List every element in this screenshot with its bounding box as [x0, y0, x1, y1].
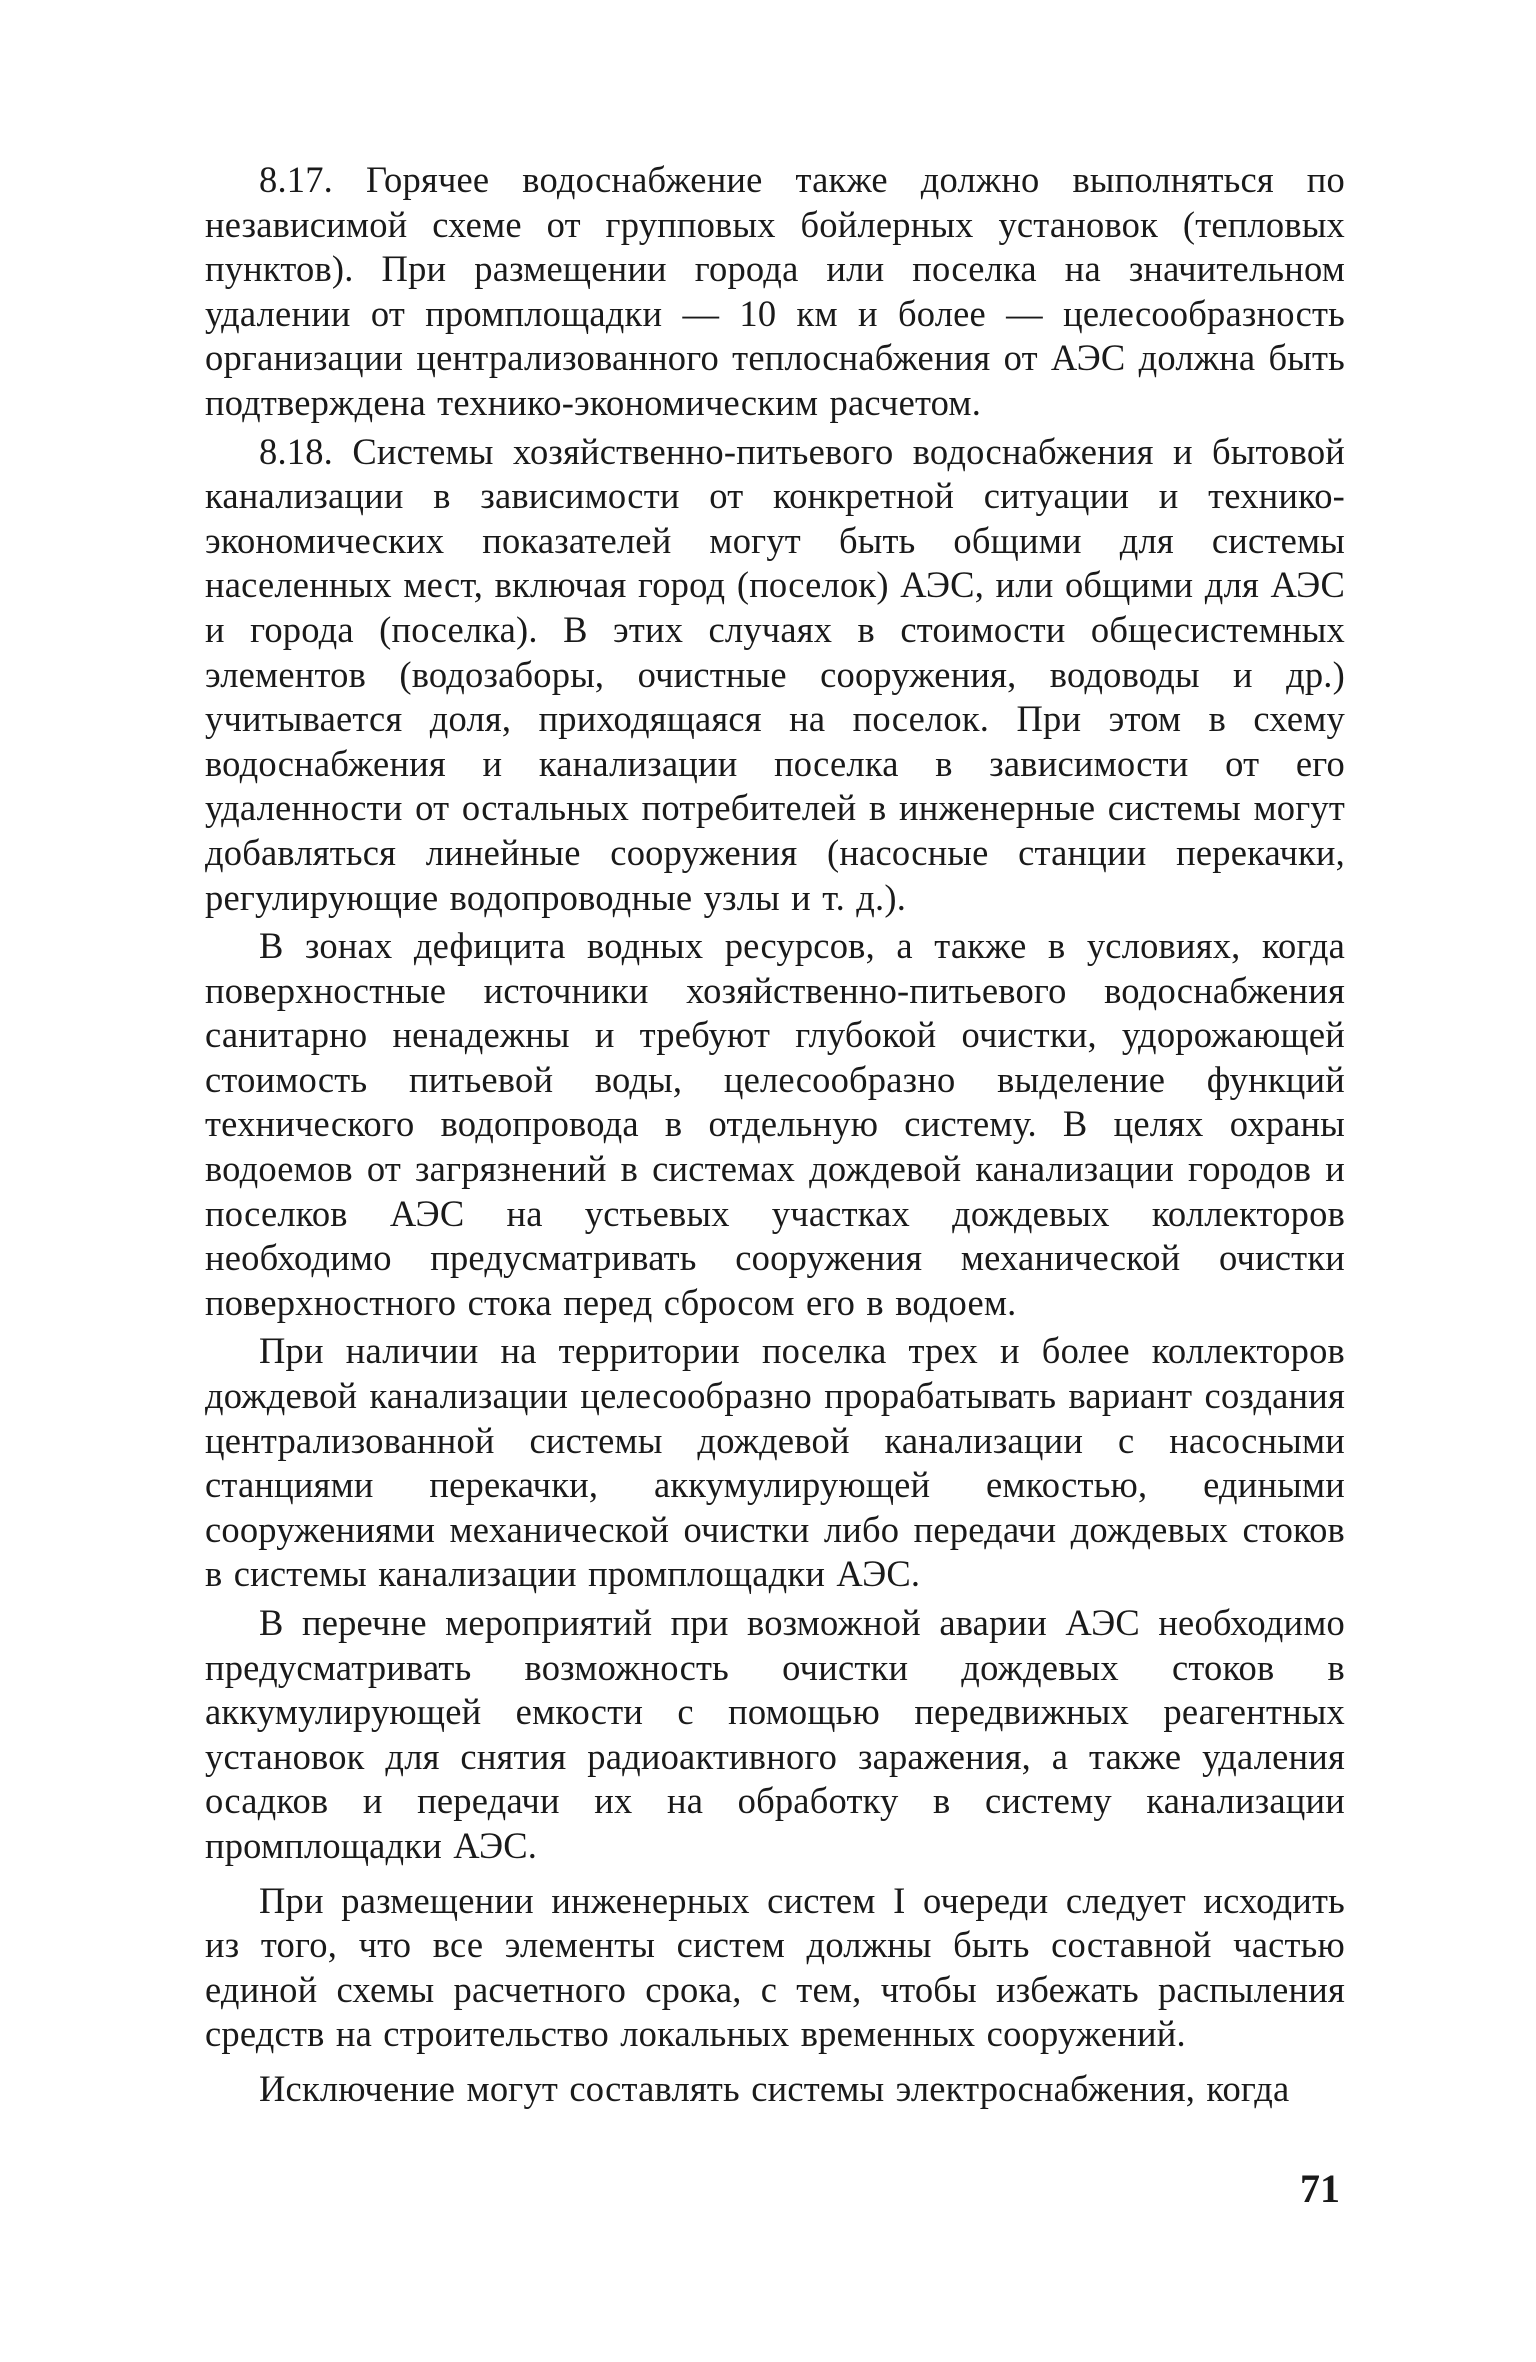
paragraph-8-17: 8.17. Горячее водоснабжение также должно выполняться по независимой схеме от групповых бойлерных установок (тепловых пунктов). При размещении города или поселка на значительном удалении от промплощадки — 10 км и более — целесообразность организации централизованного теплоснабжения от АЭС должна быть подтверждена технико-экономическим расчетом.	[205, 159, 1345, 423]
paragraph-exception: Исключение могут составлять системы электроснабжения, когда	[259, 2067, 1290, 2109]
paragraph-accident-measures: В перечне мероприятий при возможной аварии АЭС необходимо предусматривать возможность очистки дождевых стоков в аккумулирующей емкости с помощью передвижных реагентных установок для снятия радиоактивного заражения, а также удаления осадков и передачи их на обработку в систему канализации промплощадки АЭС.	[205, 1602, 1345, 1866]
paragraph-first-stage: При размещении инженерных систем I очереди следует исходить из того, что все элементы систем должны быть составной частью единой схемы расчетного срока, с тем, чтобы избежать распыления средств на строительство локальных временных сооружений.	[205, 1879, 1345, 2055]
page-body	[205, 158, 1345, 2112]
paragraph-water-deficit: В зонах дефицита водных ресурсов, а также в условиях, когда поверхностные источники хозяйственно-питьевого водоснабжения санитарно ненадежны и требуют глубокой очистки, удорожающей стоимость питьевой воды, целесообразно выделение функций технического водопровода в отдельную систему. В целях охраны водоемов от загрязнений в системах дождевой канализации городов и поселков АЭС на устьевых участках дождевых коллекторов необходимо предусматривать сооружения механической очистки поверхностного стока перед сбросом его в водоем.	[205, 925, 1345, 1323]
paragraph-8-18: 8.18. Системы хозяйственно-питьевого водоснабжения и бытовой канализации в зависимости от конкретной ситуации и технико-экономических показателей могут быть общими для системы населенных мест, включая город (поселок) АЭС, или общими для АЭС и города (поселка). В этих случаях в стоимости общесистемных элементов (водозаборы, очистные сооружения, водоводы и др.) учитывается доля, приходящаяся на поселок. При этом в схему водоснабжения и канализации поселка в зависимости от его удаленности от остальных потребителей в инженерные системы могут добавляться линейные сооружения (насосные станции перекачки, регулирующие водопроводные узлы и т. д.).	[205, 430, 1345, 918]
page-number: 71	[1300, 2166, 1340, 2211]
paragraph-storm-collectors: При наличии на территории поселка трех и более коллекторов дождевой канализации целесообразно прорабатывать вариант создания централизованной системы дождевой канализации с насосными станциями перекачки, аккумулирующей емкостью, едиными сооружениями механической очистки либо передачи дождевых стоков в системы канализации промплощадки АЭС.	[205, 1330, 1345, 1595]
